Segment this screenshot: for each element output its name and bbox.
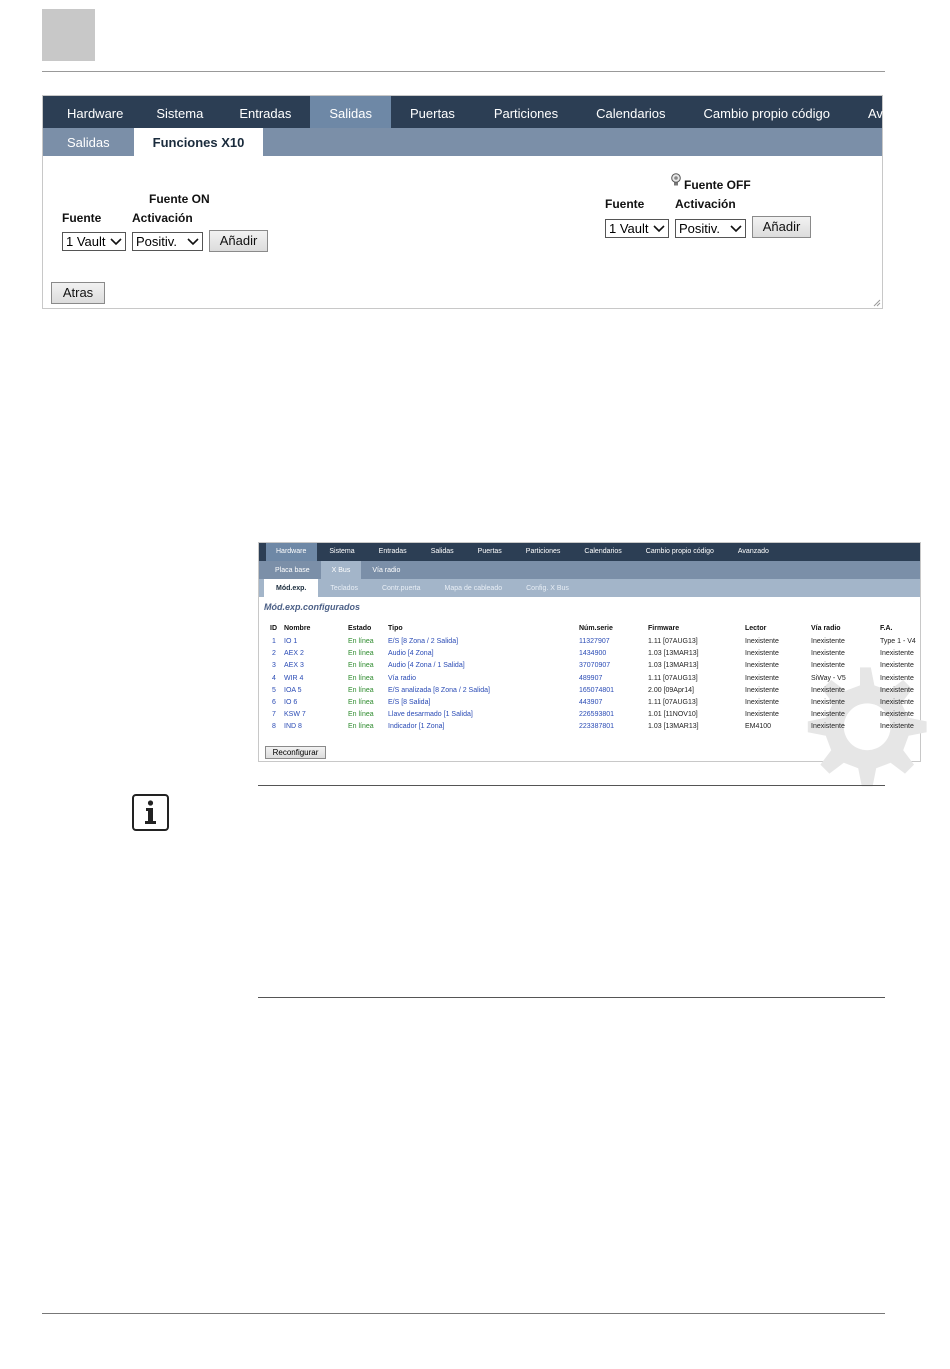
note-divider-bottom [258,997,885,998]
col-header-fa: F.A. [880,625,893,632]
main-nav [43,96,926,128]
cell-lector: Inexistente [745,638,779,645]
fuente-on-source-select[interactable] [62,232,126,251]
tab-avanzado[interactable]: Avanzado [867,106,926,121]
chevron-down-icon [653,222,665,234]
subtab-placa-base[interactable]: Placa base [275,567,310,574]
header-divider [42,71,885,72]
cell-tipo[interactable]: Audio [4 Zona / 1 Salida] [388,662,465,670]
cell-lector: Inexistente [745,686,779,694]
cell-id: 1 [272,638,276,645]
fuente-on-activation-value: Positiv. [136,234,177,249]
subtab-contr-puerta[interactable]: Contr.puerta [381,585,421,592]
cell-via-radio: Inexistente [811,723,845,731]
cell-firmware: 1.01 [11NOV10] [648,711,698,719]
cell-lector: Inexistente [745,650,779,658]
cell-tipo[interactable]: Vía radio [388,674,417,682]
cell-estado: En línea [348,686,374,694]
cell-tipo[interactable]: Audio [4 Zona] [388,650,434,658]
tab-puertas[interactable]: Puertas [477,548,502,555]
fuente-off-source-select[interactable] [605,219,669,238]
cell-num-serie: 165074801 [579,686,615,694]
cell-fa: Inexistente [880,650,914,658]
col-header-num-serie: Núm.serie [579,625,613,632]
cell-estado: En línea [348,650,374,658]
col-header-id: ID [270,625,277,632]
fuente-on-title: Fuente ON [149,192,210,206]
cell-tipo[interactable]: Llave desarmado [1 Salida] [388,711,473,719]
cell-lector: Inexistente [745,711,779,719]
cell-estado: En línea [348,674,374,682]
subtab-x-bus[interactable]: X Bus [321,561,362,579]
cell-num-serie: 489907 [579,674,603,682]
resize-grip-icon[interactable] [873,299,881,307]
sub-nav [259,561,920,579]
cell-via-radio: SiWay - V5 [811,674,846,682]
cell-fa: Inexistente [880,723,914,731]
cell-id: 6 [272,699,276,706]
cell-firmware: 1.11 [07AUG13] [648,638,698,645]
cell-fa: Inexistente [880,674,914,682]
tab-cambio-propio-codigo[interactable]: Cambio propio código [703,106,830,121]
reconfigure-button[interactable]: Reconfigurar [265,746,326,759]
cell-nombre[interactable]: IND 8 [284,723,302,731]
col-header-firmware: Firmware [648,625,680,632]
tab-particiones[interactable]: Particiones [525,548,561,555]
cell-lector: Inexistente [745,674,779,682]
cell-nombre[interactable]: AEX 3 [284,662,304,670]
back-button[interactable]: Atras [51,282,105,304]
tab-sistema[interactable]: Sistema [329,548,355,555]
cell-num-serie: 11327907 [579,638,610,645]
cell-id: 5 [272,686,276,694]
fuente-off-col-fuente: Fuente [605,197,645,211]
cell-lector: EM4100 [745,723,772,731]
col-header-tipo: Tipo [388,625,403,632]
fuente-off-add-button[interactable]: Añadir [752,216,811,238]
bulb-icon [670,173,682,187]
sub-nav [43,128,882,156]
cell-fa: Type 1 - V4 [880,638,916,645]
modules-title: Mód.exp.configurados [264,602,361,612]
cell-firmware: 2.00 [09Apr14] [648,686,694,694]
tab-salidas[interactable]: Salidas [310,96,391,128]
tab-entradas[interactable]: Entradas [378,548,407,555]
info-icon [132,794,169,831]
cell-num-serie: 226593801 [579,711,615,719]
gear-watermark-icon [770,653,950,833]
cell-fa: Inexistente [880,711,914,719]
cell-via-radio: Inexistente [811,638,845,645]
cell-fa: Inexistente [880,686,914,694]
cell-nombre[interactable]: AEX 2 [284,650,304,658]
tab-sistema[interactable]: Sistema [156,106,204,121]
cell-firmware: 1.11 [07AUG13] [648,699,698,706]
cell-via-radio: Inexistente [811,650,845,658]
cell-estado: En línea [348,638,374,645]
cell-via-radio: Inexistente [811,711,845,719]
cell-num-serie: 443907 [579,699,603,706]
tab-particiones[interactable]: Particiones [493,106,559,121]
cell-via-radio: Inexistente [811,699,845,706]
tab-entradas[interactable]: Entradas [239,106,292,121]
subtab-via-radio[interactable]: Vía radio [372,567,401,574]
cell-tipo[interactable]: Indicador [1 Zona] [388,723,445,731]
cell-id: 2 [272,650,276,658]
fuente-off-source-value: 1 Vault [609,221,649,236]
tab-salidas[interactable]: Salidas [430,548,454,555]
subtab-mapa-cableado[interactable]: Mapa de cableado [444,585,503,592]
cell-id: 7 [272,711,276,719]
main-nav [259,543,920,561]
cell-firmware: 1.03 [13MAR13] [648,662,699,670]
cell-estado: En línea [348,723,374,731]
cell-nombre[interactable]: KSW 7 [284,711,306,719]
tab-cambio-propio-codigo[interactable]: Cambio propio código [645,548,714,555]
cell-num-serie: 37070907 [579,662,611,670]
cell-id: 4 [272,674,276,682]
subtab-salidas[interactable]: Salidas [67,135,110,150]
note-divider-top [258,785,885,786]
cell-id: 8 [272,723,276,731]
tab-hardware[interactable]: Hardware [67,106,124,121]
tab-calendarios[interactable]: Calendarios [584,548,622,555]
cell-tipo[interactable]: E/S [8 Salida] [388,699,431,706]
cell-via-radio: Inexistente [811,686,845,694]
fuente-off-activation-select[interactable] [675,219,746,238]
fuente-on-col-activacion: Activación [132,211,193,225]
tab-avanzado[interactable]: Avanzado [737,548,769,555]
chevron-down-icon [187,235,199,247]
col-header-nombre: Nombre [284,625,311,632]
cell-estado: En línea [348,711,374,719]
subtab-mod-exp[interactable]: Mód.exp. [264,579,318,597]
cell-firmware: 1.03 [13MAR13] [648,723,699,731]
cell-tipo[interactable]: E/S [8 Zona / 2 Salida] [388,638,459,645]
chevron-down-icon [110,235,122,247]
cell-lector: Inexistente [745,662,779,670]
cell-lector: Inexistente [745,699,779,706]
sub-sub-nav [259,579,920,597]
col-header-lector: Lector [745,625,767,632]
tab-hardware[interactable]: Hardware [266,543,317,561]
fuente-on-add-button[interactable]: Añadir [209,230,268,252]
fuente-on-source-value: 1 Vault [66,234,106,249]
cell-nombre[interactable]: IOA 5 [284,686,302,694]
fuente-off-col-activacion: Activación [675,197,736,211]
cell-num-serie: 223387801 [579,723,615,731]
cell-num-serie: 1434900 [579,650,607,658]
fuente-off-title: Fuente OFF [684,178,751,192]
cell-firmware: 1.11 [07AUG13] [648,674,698,682]
cell-firmware: 1.03 [13MAR13] [648,650,699,658]
fuente-on-activation-select[interactable] [132,232,203,251]
subtab-teclados[interactable]: Teclados [330,585,358,592]
cell-id: 3 [272,662,276,670]
subtab-config-x-bus[interactable]: Config. X Bus [526,585,569,592]
cell-tipo[interactable]: E/S analizada [8 Zona / 2 Salida] [388,686,490,694]
cell-fa: Inexistente [880,662,914,670]
page-corner-marker [42,9,95,61]
xbus-modules-screenshot [258,542,921,762]
cell-estado: En línea [348,699,374,706]
col-header-via-radio: Vía radio [811,625,841,632]
cell-nombre[interactable]: IO 1 [284,638,298,645]
col-header-estado: Estado [348,625,372,632]
footer-divider [42,1313,885,1314]
subtab-funciones-x10[interactable]: Funciones X10 [134,128,264,156]
fuente-on-col-fuente: Fuente [62,211,102,225]
chevron-down-icon [730,222,742,234]
cell-nombre[interactable]: WIR 4 [284,674,304,682]
cell-nombre[interactable]: IO 6 [284,699,298,706]
cell-via-radio: Inexistente [811,662,845,670]
tab-calendarios[interactable]: Calendarios [596,106,666,121]
x10-functions-screenshot [42,95,926,309]
fuente-off-activation-value: Positiv. [679,221,720,236]
tab-puertas[interactable]: Puertas [410,106,455,121]
cell-estado: En línea [348,662,374,670]
cell-fa: Inexistente [880,699,914,706]
